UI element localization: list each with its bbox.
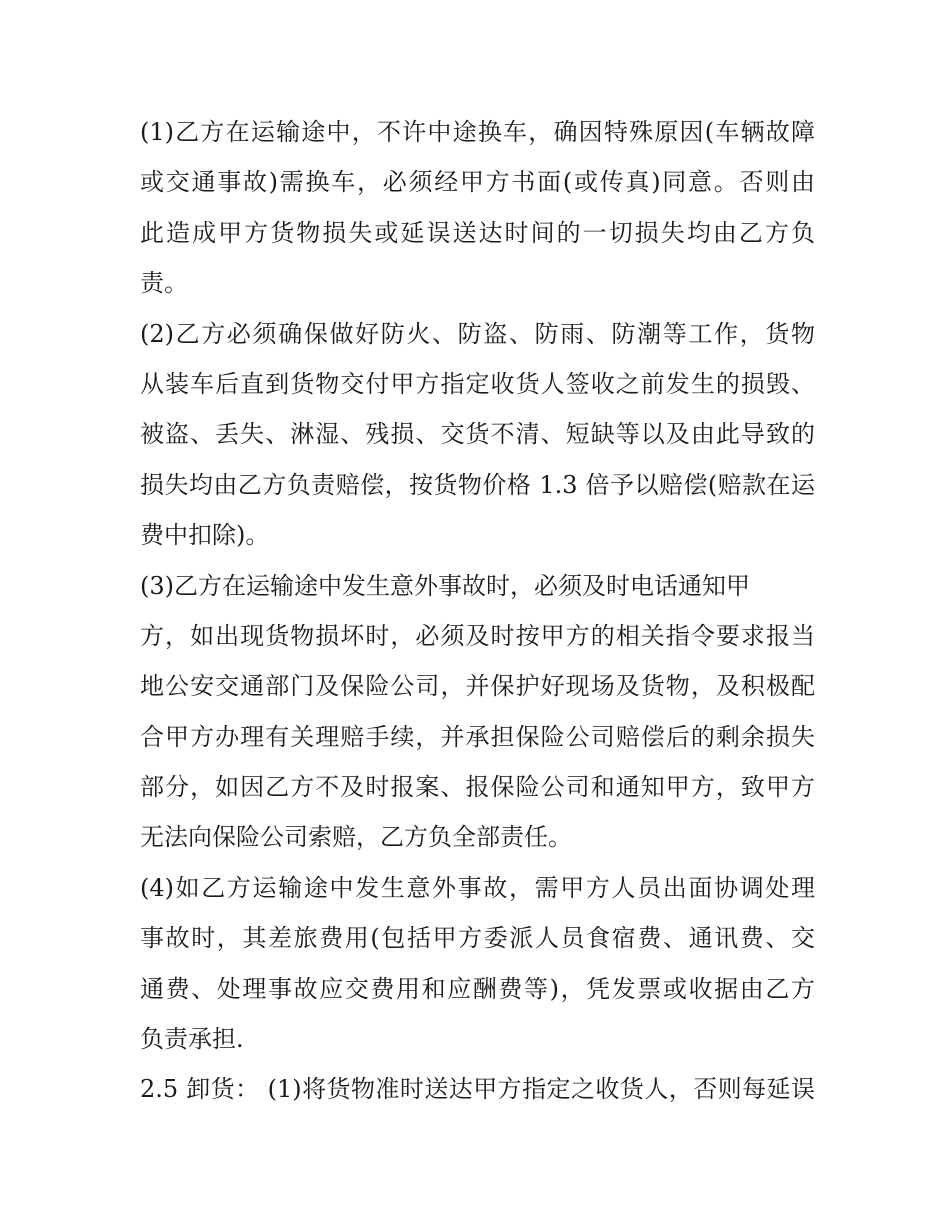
text-line: 此造成甲方货物损失或延误送达时间的一切损失均由乙方负 [140,218,815,247]
text-line: 费中扣除)。 [140,521,270,550]
text-line: 合甲方办理有关理赔手续，并承担保险公司赔偿后的剩余损失 [140,722,815,751]
text-line: 通费、处理事故应交费用和应酬费等)，凭发票或收据由乙方 [140,974,815,1003]
text-line: 负责承担. [140,1025,244,1054]
text-line: 责。 [140,269,188,298]
text-line: 或交通事故)需换车，必须经甲方书面(或传真)同意。否则由 [140,168,815,197]
text-line: (2)乙方必须确保做好防火、防盗、防雨、防潮等工作，货物 [140,319,815,348]
document-page [140,107,815,1115]
paragraph-clause-1 [140,107,815,309]
text-line: 从装车后直到货物交付甲方指定收货人签收之前发生的损毁、 [140,369,815,398]
text-line: 部分，如因乙方不及时报案、报保险公司和通知甲方，致甲方 [140,773,815,802]
paragraph-clause-3 [140,561,815,863]
text-line: (4)如乙方运输途中发生意外事故，需甲方人员出面协调处理 [140,873,815,902]
text-line: 无法向保险公司索赔，乙方负全部责任。 [140,823,572,852]
text-line: 被盗、丢失、淋湿、残损、交货不清、短缺等以及由此导致的 [140,420,815,449]
text-line: (1)乙方在运输途中，不许中途换车，确因特殊原因(车辆故障 [140,118,815,146]
paragraph-clause-4 [140,863,815,1065]
paragraph-clause-2 [140,309,815,561]
text-line: 方，如出现货物损坏时，必须及时按甲方的相关指令要求报当 [140,621,815,650]
text-line: (3)乙方在运输途中发生意外事故时，必须及时电话通知甲 [140,571,750,600]
text-line: 2.5 卸货： (1)将货物准时送达甲方指定之收货人，否则每延误 [140,1075,815,1104]
text-line: 地公安交通部门及保险公司，并保护好现场及货物，及积极配 [140,672,815,701]
text-line: 损失均由乙方负责赔偿，按货物价格 1.3 倍予以赔偿(赔款在运 [140,470,815,499]
text-line: 事故时，其差旅费用(包括甲方委派人员食宿费、通讯费、交 [140,924,815,953]
paragraph-clause-2-5 [140,1064,815,1114]
